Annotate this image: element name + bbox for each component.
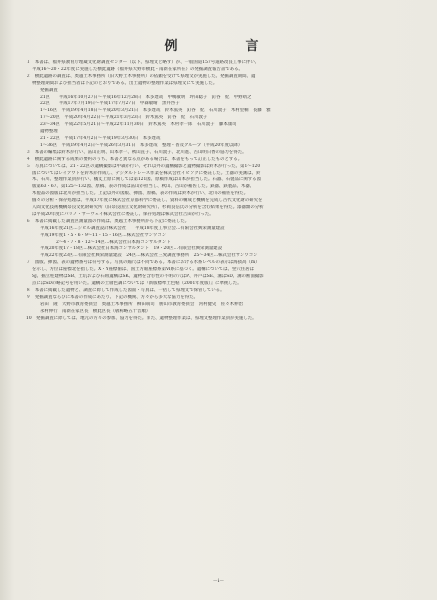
- page-number: －ⅰ－: [212, 578, 225, 584]
- page-title: 例 言: [164, 39, 273, 54]
- preface-line: 17～20区 平成20年4月22日～平成21年3月23日 鈴木篤英 釘谷 紀 石川敦子: [40, 115, 208, 121]
- preface-line: 個々の分析・保存処理は、平成17年度に株式会社京都科学に委託し、資料の構成と機構を完成し古代文化財の研究を: [32, 198, 263, 204]
- preface-line: 23～34区 平成22年5月21日～平成22年11月30日 鈴木篤英 木村孝一郎 石川敦子 藤本康司: [40, 122, 237, 128]
- preface-line: 1～16区 平成19年4月18日～平成20年3月21日 本多達哉 鈴木篤英 釘谷 紀 石川敦子 木村里桐 長藤 雅: [40, 108, 271, 114]
- preface-line: １ 本書は、福井県教育庁埋蔵文化財調査センター（以下、県埋文と略す）が、一般国道157号道路改良工事に伴い、: [26, 60, 260, 65]
- preface-line: 平成16年度21区…ジビル調査設計株式会社 平成18年度工事立会…有限会社興栄測量建設: [40, 225, 225, 231]
- preface-line: 物整理期間および担当者は下記のとおりである。出土遺物の整理作業は県埋文にて実施した。: [32, 80, 218, 86]
- preface-line: 永村伸行 南新在家区長 横此区長（敬称略五十音順）: [40, 308, 151, 314]
- preface-line: ８ 本書に掲載した遺物と、調査に際して作成した図面・写真は、一括して県埋文で保管している。: [26, 287, 225, 293]
- preface-line: SJ、掘立柱建物はSB、土坑および石組遺構はSK、遺物を含む性の不明の穴はP、井戸はSE、溝はSD、溝の断面撮影: [32, 274, 264, 280]
- preface-line: 版第63・67、第125～132図、原稿、表の作成は冨山が担当し、秋山、古山が補佐した。鉄器、鉄製品、木器、: [32, 184, 255, 190]
- preface-line: 平成20年度17・18区…株式会社日本海コンサルタント 19・20区…有限会社興栄測量建設: [40, 246, 223, 252]
- preface-line: 1～36区 平成19年4月2日～平成26年3月31日 本多達哉 整理・普及グループ（平成20年度以降）: [40, 142, 243, 148]
- preface-line: ５ 写真については、21・22区の遺構撮影は中森が行い、それ以外の遺構撮影と遺物撮影は鈴木が行った。第1～120: [26, 163, 261, 169]
- preface-line: ７ 図版、挿図、表の遺物番号は符号する。写真の縮尺は不同である。本書における水系レベルの表示は海抜高（m）: [26, 260, 260, 266]
- preface-line: 平成16～20・22年度に実施した横此遺跡（福井県大野市横此・南新在家所在）の発掘調査報告書である。: [32, 66, 243, 72]
- preface-line: ４ 横此遺跡に関する成果の要約のうち、本書と異なる点がある場合は、本書をもって訂正したものとする。: [26, 156, 243, 162]
- preface-line: ３ 本書の編集は鈴木が行い、冨山正明、山本孝一、秋山直子、石川敦子、北川進、古山明日香の協力を得た。: [26, 149, 247, 155]
- preface-line: 図についてはレイアウトを鈴木が作成し、デジタルトレース作業を株式会社イビソクに委託した。土器の実測は、鈴: [32, 170, 261, 176]
- preface-line: ２ 横此遺跡の調査は、奥越土木事務所（旧大野土木事務所）の依頼を受けて県埋文が実施した。発掘調査期間、遺: [26, 73, 256, 79]
- preface-line: 点にはSDの略記号を用いた。遺構の土層色調については『新版標準土色帖（2001年度版）』に準拠した。: [32, 281, 242, 286]
- preface-line: 人間文化技術機構奈良文化財研究所（旧奈良国立文化財研究所）、杉岡良信氏の分析を含む結果を得た。漆器類の分析: [32, 205, 264, 211]
- preface-line: 平成19年度1・5・6・9～11・15・16区…株式会社サンワコン: [40, 232, 167, 238]
- preface-line: 21区 平成16年10月27日～平成16年12月28日 本多達哉 中嶋敏明 坪田聡子 釘谷 紀 中野靖之: [40, 94, 252, 100]
- preface-line: 平成22年度23区…有限会社興栄測量建設 24区…株式会社三愛調査事務所 25～34区…株式会社サンワコン: [40, 253, 258, 259]
- preface-line: 21・22区 平成17年4月2日～平成19年3月30日 本多達哉: [40, 135, 161, 141]
- preface-body: [26, 60, 422, 322]
- preface-line: ９ 発掘調査ならびに本書の作成にあたり、下記の機関、方々から多大な協力を得た。: [26, 294, 199, 300]
- preface-line: 岩田 隆 大野市教育委員会 奥越土木事務所 柳田萌司 勝山市教育委員会 河村健史 佐々木伸治: [40, 301, 243, 307]
- preface-line: 22区 平成17年7月19日～平成17年7月27日 中森敏晴 黒井啓子: [40, 101, 180, 107]
- preface-line: 木製品の図版は北川が担当した。上記以外の図版、挿図、原稿、表の作成は鈴木が行い、北川の補佐を得た。: [32, 191, 249, 197]
- preface-line: ６ 本書に掲載した調査区測量図の作成は、奥越土木事務所から下記に委託した。: [26, 218, 190, 224]
- preface-line: は平成20年度にパリノ・サーヴェイ株式会社に委託し、保存処理は株式会社吉田が行った。: [32, 211, 214, 217]
- preface-line: 遺物整理: [40, 129, 58, 135]
- preface-line: を示し、方位は座標北を指した。X・Y座標値は、国土方眼座標系第Ⅵ系に基づく。遺構については、竪穴住居は: [32, 267, 255, 273]
- preface-line: 10 発掘調査に際しては、地元の方々の参加、協力を得た。また、遺物整理作業は、県埋文整理作業員が実施した。: [26, 315, 257, 321]
- preface-line: 木、石川、整理作業員が行い、橘丈上原に関しては第121図、原稿作成は山本が担当した。石器、石製品に関する図: [32, 177, 261, 183]
- preface-line: 2～4・7・8・12～14区…株式会社日本海コンサルタント: [56, 239, 171, 245]
- preface-line: 発掘調査: [40, 87, 58, 93]
